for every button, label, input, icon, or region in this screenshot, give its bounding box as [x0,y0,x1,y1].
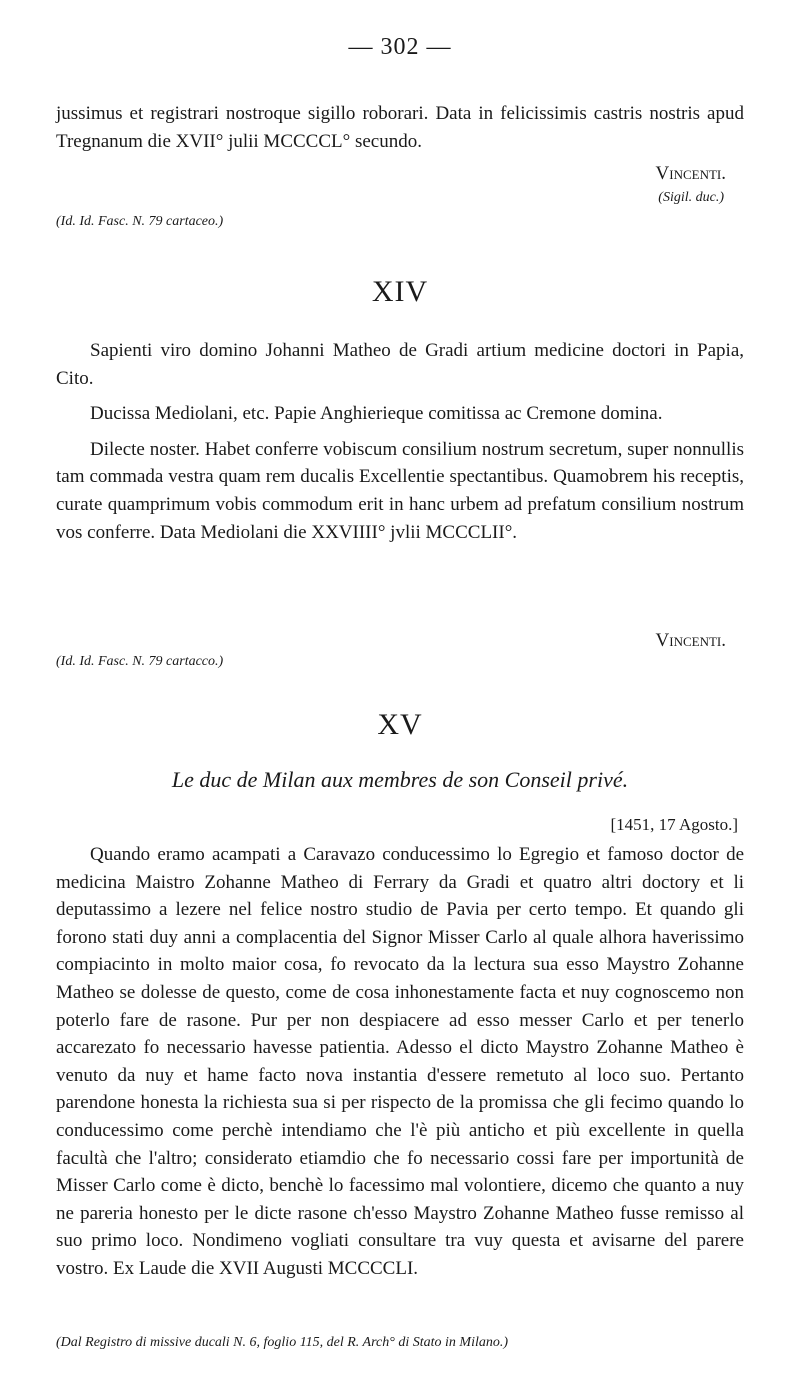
reference-xiv [56,652,744,672]
section-xv-body [56,841,744,1283]
section-title: Le duc de Milan aux membres de son Conseil privé. [171,767,629,792]
page-number: — 302 — [348,34,452,60]
footnote-block [56,1333,744,1353]
archival-reference: (Id. Id. Fasc. N. 79 cartaceo.) [56,214,224,229]
reference-xiii [56,212,744,232]
section-xiii-end [56,100,744,155]
archival-reference: (Id. Id. Fasc. N. 79 cartacco.) [56,654,224,669]
section-xiv-body [56,337,744,546]
section-xv-date-block [56,815,744,835]
signature-block-xiv [56,627,744,654]
closing-paragraph: jussimus et registrari nostroque sigillo roborari. Data in felicissimis castris nostris apud Tregnanum die XVII° julii MCCCCL° secundo. [56,103,744,152]
date-line: [1451, 17 Agosto.] [610,815,738,834]
section-xiv-heading [56,275,744,309]
seal-note: (Sigil. duc.) [658,190,724,205]
section-number: XV [377,708,423,741]
letter-paragraph: Quando eramo acampati a Caravazo conducessimo lo Egregio et famoso doctor de medicina Maistro Zohanne Matheo di Ferrary da Gradi et quatro altri doctory et li deputassimo a lezere nel felice nostro studio de Pavia per certo tempo. Et quando gli forono stati duy anni a complacentia del Signor Misser Carlo al quale alhora haverissimo compiacinto in molto maior cosa, fo revocato da la lectura sua esso Maystro Zohanne Matheo se dolesse de questo, come de cosa inhonestamente facta et nuy cognoscemo non poterlo fare de rasone. Pur per non despiacere ad esso messer Carlo et per tenerlo accarezato fo necessario havesse patientia. Adesso el dicto Maystro Zohanne Matheo è venuto da nuy et hame facto nova instantia d'essere remetuto al loco suo. Pertanto parendone honesta la richiesta sua si per rispecto de la promissa che gli fecimo quando lo conducessimo come perchè intendiamo che l'è più anticho et più excellente in quella facultà che l'altro; considerato etiamdio che fo necessario cossi fare per importunità de Misser Carlo come è dicto, benchè lo facessimo mal volontiere, dicemo che quanto a nuy ne pareria honesto per le dicte rasone ch'esso Maystro Zohanne Matheo fusse remisso al suo primo loco. Nondimeno vogliati consultare tra vuy questa et avisarne del parere vostro. Ex Laude die XVII Augusti MCCCCLI. [56,844,744,1279]
section-xv-heading [56,708,744,742]
address-paragraph: Sapienti viro domino Johanni Matheo de Gradi artium medicine doctori in Papia, Cito. [56,340,744,389]
signature: Vincenti. [655,630,726,651]
archival-reference: (Dal Registro di missive ducali N. 6, foglio 115, del R. Arch° di Stato in Milano.) [56,1335,509,1350]
signature-block-xiii [56,160,744,209]
letter-paragraph: Dilecte noster. Habet conferre vobiscum consilium nostrum secretum, super nonnullis tam commada vestra quam rem ducalis Excellentie spectantibus. Quamobrem his receptis, curate quamprimum vobis commodum erit in hanc urbem ad prefatum consilium nostrum vos conferre. Data Mediolani die XXVIIII° jvlii MCCCLII°. [56,438,744,543]
section-number: XIV [371,275,429,308]
signature: Vincenti. [655,163,726,184]
salutation-paragraph: Ducissa Mediolani, etc. Papie Anghierieque comitissa ac Cremone domina. [90,403,663,425]
section-xv-title-block [56,767,744,793]
